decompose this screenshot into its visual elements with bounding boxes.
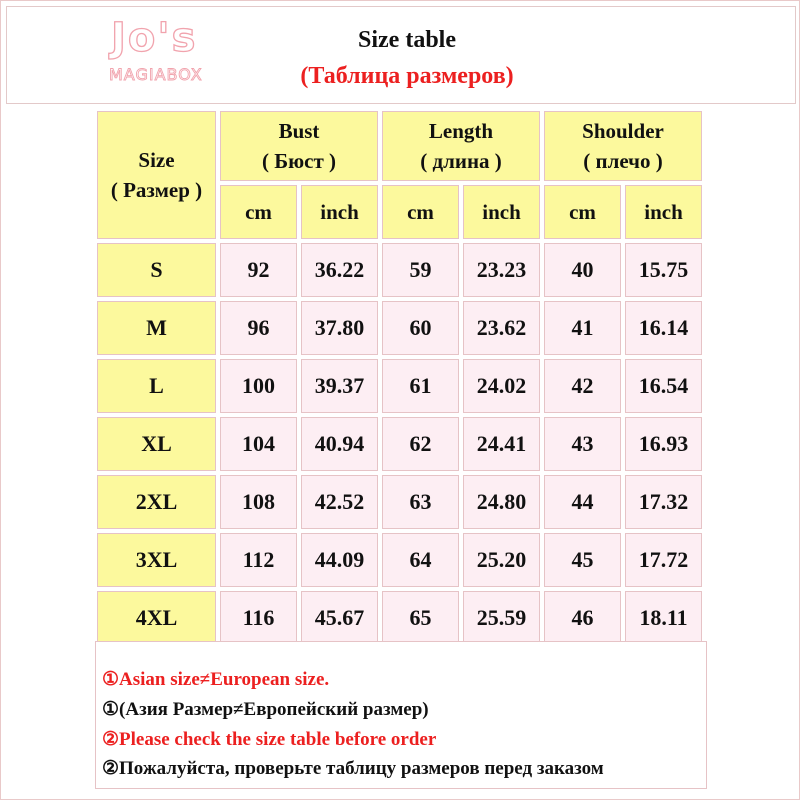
- measurement-cell: 46: [544, 591, 621, 645]
- measurement-cell: 43: [544, 417, 621, 471]
- measurement-cell: 112: [220, 533, 297, 587]
- measurement-cell: 39.37: [301, 359, 378, 413]
- note-asian-size-ru: ①(Азия Размер≠Европейский размер): [102, 699, 429, 720]
- table-row: [97, 301, 702, 355]
- measurement-cell: 62: [382, 417, 459, 471]
- measurement-cell: 25.59: [463, 591, 540, 645]
- unit-header: cm: [544, 185, 621, 239]
- measurement-cell: 45: [544, 533, 621, 587]
- measurement-cell: 60: [382, 301, 459, 355]
- length-header-en: Length: [428, 119, 494, 143]
- measurement-cell: 24.02: [463, 359, 540, 413]
- measurement-cell: 100: [220, 359, 297, 413]
- unit-header: inch: [463, 185, 540, 239]
- table-row: [97, 359, 702, 413]
- size-label: 2XL: [97, 475, 216, 529]
- size-header-en: Size: [138, 148, 175, 172]
- size-label: S: [97, 243, 216, 297]
- measurement-cell: 108: [220, 475, 297, 529]
- measurement-cell: 44.09: [301, 533, 378, 587]
- measurement-cell: 63: [382, 475, 459, 529]
- note-check-table-ru: ②Пожалуйста, проверьте таблицу размеров перед заказом: [102, 758, 604, 779]
- measurement-cell: 59: [382, 243, 459, 297]
- measurement-cell: 96: [220, 301, 297, 355]
- unit-header: inch: [301, 185, 378, 239]
- logo-subtitle: MAGIABOX: [109, 65, 203, 84]
- measurement-cell: 18.11: [625, 591, 702, 645]
- length-header-ru: ( длина ): [420, 149, 502, 173]
- measurement-cell: 17.32: [625, 475, 702, 529]
- measurement-cell: 23.23: [463, 243, 540, 297]
- table-row: [97, 243, 702, 297]
- bust-header-en: Bust: [278, 119, 320, 143]
- measurement-cell: 65: [382, 591, 459, 645]
- measurement-cell: 16.14: [625, 301, 702, 355]
- measurement-cell: 42.52: [301, 475, 378, 529]
- shoulder-group-header: [544, 111, 702, 181]
- size-table: [93, 107, 706, 649]
- measurement-cell: 40.94: [301, 417, 378, 471]
- measurement-cell: 16.93: [625, 417, 702, 471]
- measurement-cell: 104: [220, 417, 297, 471]
- size-column-header: [97, 111, 216, 239]
- measurement-cell: 16.54: [625, 359, 702, 413]
- shoulder-header-ru: ( плечо ): [583, 149, 663, 173]
- size-label: XL: [97, 417, 216, 471]
- measurement-cell: 116: [220, 591, 297, 645]
- size-label: 3XL: [97, 533, 216, 587]
- measurement-cell: 36.22: [301, 243, 378, 297]
- measurement-cell: 17.72: [625, 533, 702, 587]
- page-title-russian: (Таблица размеров): [300, 63, 514, 89]
- length-group-header: [382, 111, 540, 181]
- logo-wordmark: Jo's: [111, 15, 198, 61]
- measurement-cell: 92: [220, 243, 297, 297]
- bust-group-header: [220, 111, 378, 181]
- note-check-table-en: ②Please check the size table before order: [102, 729, 437, 750]
- size-header-ru: ( Размер ): [110, 178, 203, 202]
- table-row: [97, 591, 702, 645]
- size-label: 4XL: [97, 591, 216, 645]
- measurement-cell: 37.80: [301, 301, 378, 355]
- measurement-cell: 45.67: [301, 591, 378, 645]
- unit-header: cm: [382, 185, 459, 239]
- table-row: [97, 417, 702, 471]
- shoulder-header-en: Shoulder: [582, 119, 664, 143]
- unit-header: inch: [625, 185, 702, 239]
- measurement-cell: 41: [544, 301, 621, 355]
- measurement-cell: 24.41: [463, 417, 540, 471]
- table-row: [97, 475, 702, 529]
- measurement-cell: 42: [544, 359, 621, 413]
- measurement-cell: 24.80: [463, 475, 540, 529]
- measurement-cell: 40: [544, 243, 621, 297]
- page-title: Size table: [358, 27, 456, 53]
- measurement-cell: 15.75: [625, 243, 702, 297]
- measurement-cell: 23.62: [463, 301, 540, 355]
- unit-header: cm: [220, 185, 297, 239]
- measurement-cell: 25.20: [463, 533, 540, 587]
- note-asian-size-en: ①Asian size≠European size.: [102, 669, 330, 690]
- size-label: L: [97, 359, 216, 413]
- measurement-cell: 61: [382, 359, 459, 413]
- table-row: [97, 533, 702, 587]
- header-panel: [6, 6, 796, 104]
- size-label: M: [97, 301, 216, 355]
- notes-panel: [95, 641, 707, 789]
- bust-header-ru: ( Бюст ): [261, 149, 337, 173]
- measurement-cell: 44: [544, 475, 621, 529]
- measurement-cell: 64: [382, 533, 459, 587]
